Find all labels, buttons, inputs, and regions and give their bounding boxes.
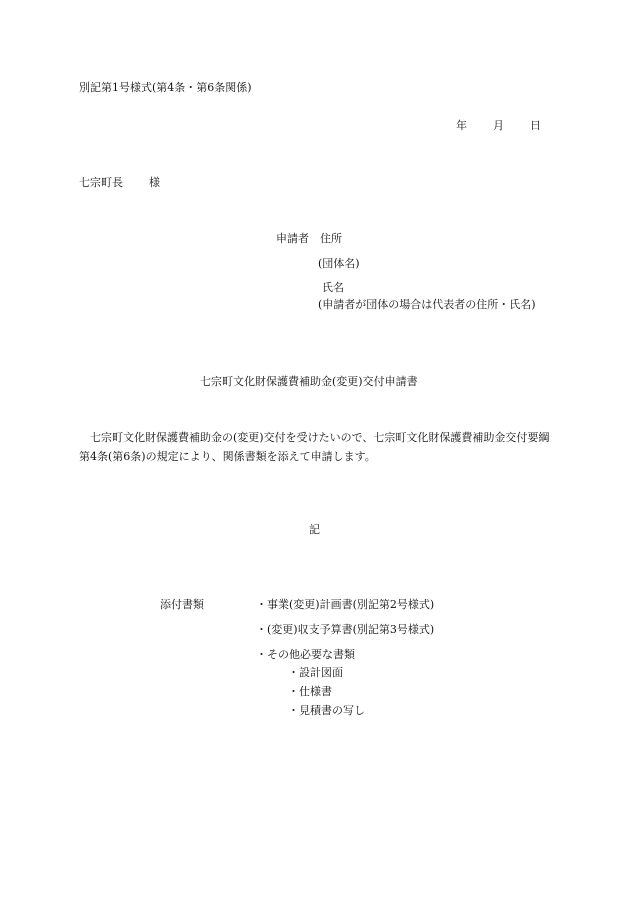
applicant-address-label: 住所 bbox=[320, 232, 342, 245]
applicant-name-label: 氏名 bbox=[322, 281, 344, 294]
addressee-honorific: 様 bbox=[149, 176, 160, 189]
applicant-group-label: (団体名) bbox=[318, 257, 360, 270]
date-month: 月 bbox=[493, 119, 504, 132]
date-line bbox=[456, 119, 541, 133]
attachment-subitem: ・設計図面 bbox=[288, 666, 343, 679]
addressee bbox=[79, 176, 160, 190]
body-text: 七宗町文化財保護費補助金の(変更)交付を受けたいので、七宗町文化財保護費補助金交付要綱第4条(第6条)の規定により、関係書類を添えて申請します。 bbox=[79, 431, 550, 463]
attachment-item: ・(変更)収支予算書(別記第3号様式) bbox=[256, 623, 435, 636]
attachment-item: ・事業(変更)計画書(別記第2号様式) bbox=[256, 598, 435, 611]
applicant-address-row bbox=[276, 232, 342, 246]
document-title: 七宗町文化財保護費補助金(変更)交付申請書 bbox=[200, 375, 418, 388]
ki-mark: 記 bbox=[309, 523, 320, 536]
date-year: 年 bbox=[456, 119, 467, 132]
applicant-note: (申請者が団体の場合は代表者の住所・氏名) bbox=[318, 298, 536, 311]
attachment-subitem: ・仕様書 bbox=[288, 685, 332, 698]
date-day: 日 bbox=[530, 119, 541, 132]
attachment-item: ・その他必要な書類 bbox=[256, 648, 355, 661]
addressee-name: 七宗町長 bbox=[79, 176, 123, 189]
attachments-label: 添付書類 bbox=[160, 598, 204, 611]
form-label: 別記第1号様式(第4条・第6条関係) bbox=[79, 81, 252, 94]
applicant-label: 申請者 bbox=[276, 232, 309, 245]
attachment-subitem: ・見積書の写し bbox=[288, 704, 365, 717]
